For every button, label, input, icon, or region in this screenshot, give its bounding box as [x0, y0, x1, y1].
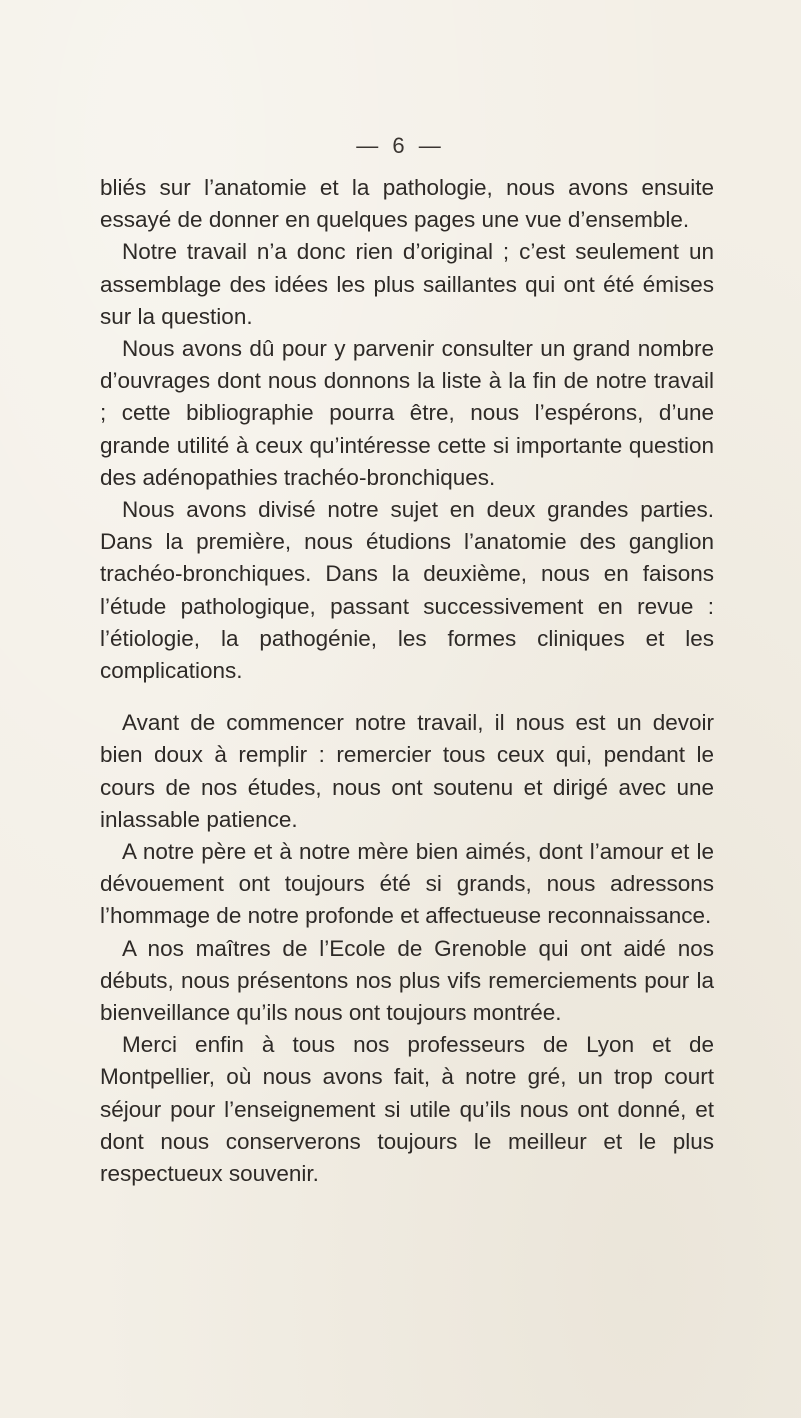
paragraph: Nous avons divisé notre sujet en deux grandes parties. Dans la première, nous étudions l’anatomie des ganglion trachéo-bronchiques. Dans la deuxième, nous en faisons l’étude pathologique, passant successivement en revue : l’étiologie, la pathogénie, les formes cliniques et les complications. [100, 497, 714, 684]
body-text [100, 172, 714, 1190]
paragraph: Notre travail n’a donc rien d’original ; c’est seulement un assemblage des idées les plus saillantes qui ont été émises sur la question. [100, 239, 714, 329]
paragraph: Avant de commencer notre travail, il nous est un devoir bien doux à remplir : remercier tous ceux qui, pendant le cours de nos études, nous ont soutenu et dirigé avec une inlassable patience. [100, 710, 714, 832]
paragraph: Merci enfin à tous nos professeurs de Lyon et de Montpellier, où nous avons fait, à notre gré, un trop court séjour pour l’enseignement si utile qu’ils nous ont donné, et dont nous conserverons toujours le meilleur et le plus respectueux souvenir. [100, 1032, 714, 1187]
paragraph-continuation: bliés sur l’anatomie et la pathologie, nous avons ensuite essayé de donner en quelques pages une vue d’ensemble. [100, 175, 714, 233]
paragraph: A nos maîtres de l’Ecole de Grenoble qui ont aidé nos débuts, nous présentons nos plus vifs remerciements pour la bienveillance qu’ils nous ont toujours montrée. [100, 935, 714, 1026]
page-number: — 6 — [356, 133, 445, 158]
paragraph: Nous avons dû pour y parvenir consulter un grand nombre d’ouvrages dont nous donnons la liste à la fin de notre travail ; cette bibliographie pourra être, nous l’espérons, d’une grande utilité à ceux qu’intéresse cette si importante question des adénopathies trachéo-bronchiques. [100, 336, 714, 490]
paragraph: A notre père et à notre mère bien aimés, dont l’amour et le dévouement ont toujours été si grands, nous adressons l’hommage de notre profonde et affectueuse reconnaissance. [100, 839, 714, 929]
